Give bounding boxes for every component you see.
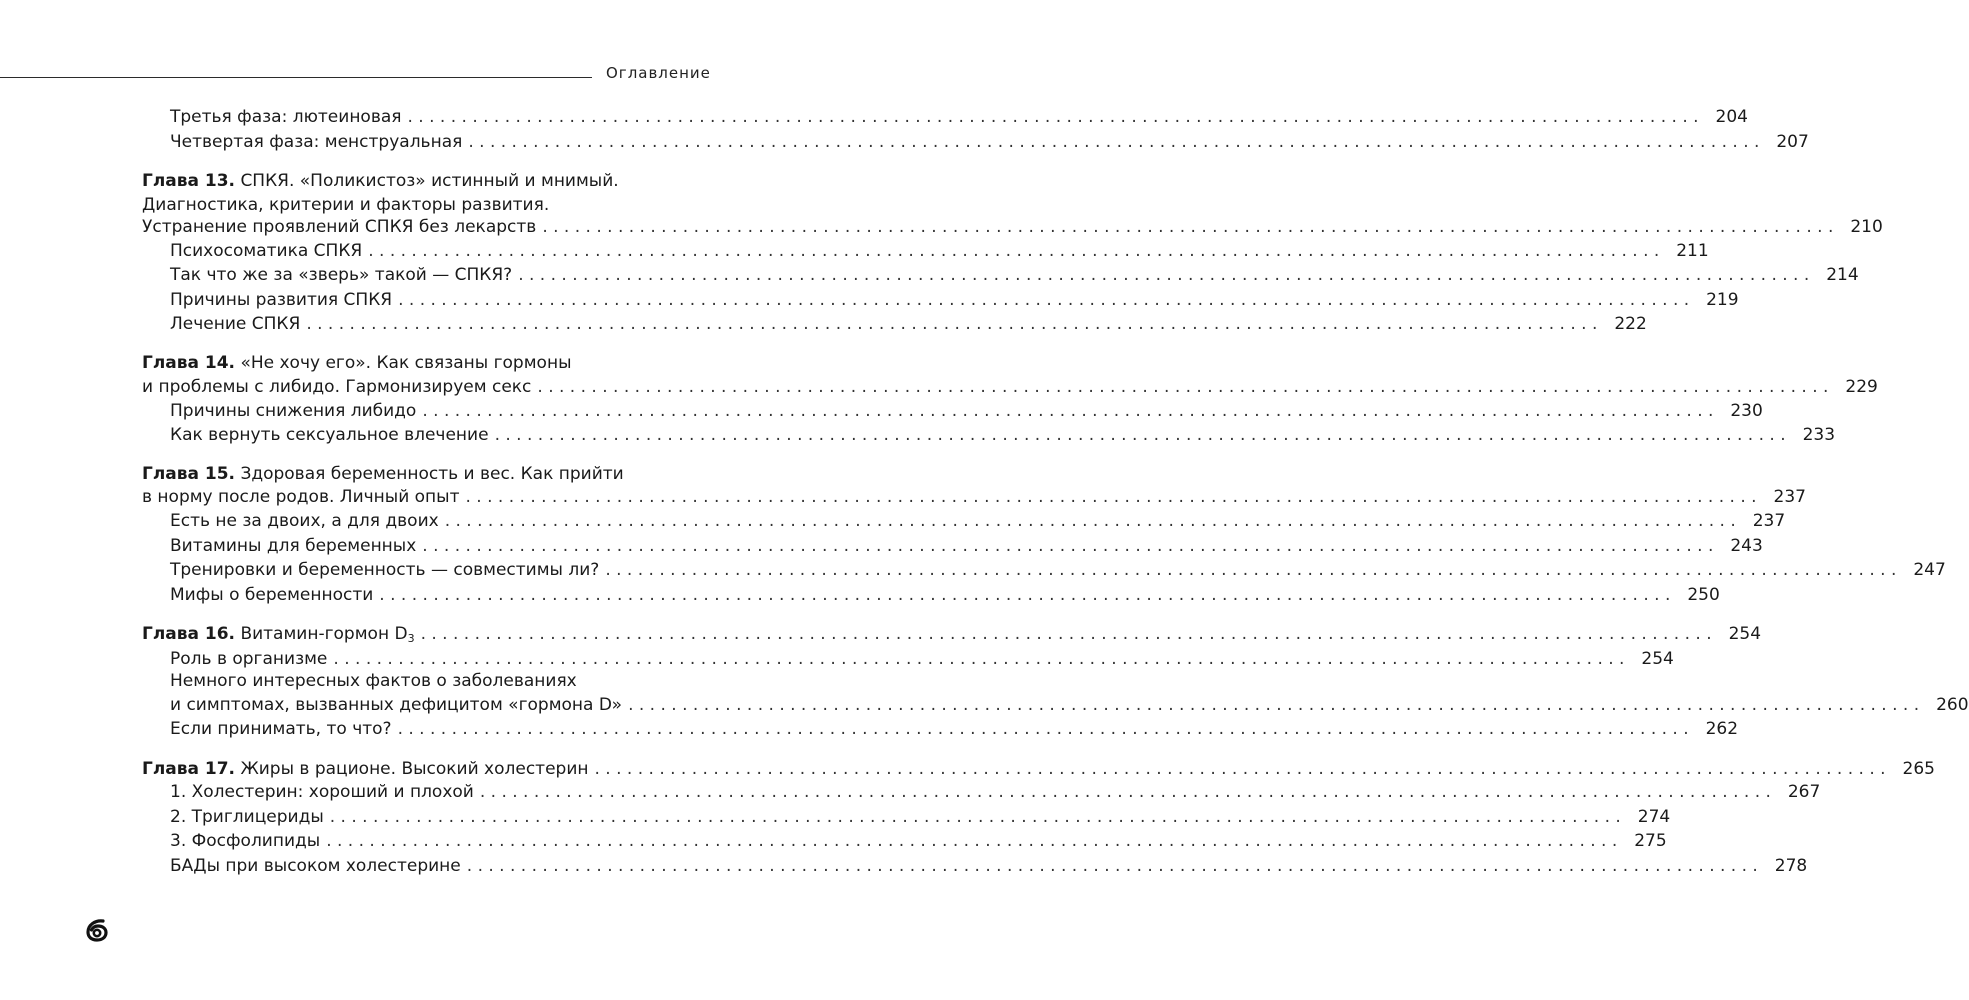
publisher-logo-icon (84, 918, 110, 942)
leader-dots: ........................................................................................................................ (422, 536, 1719, 556)
leader-dots: ........................................................................................................................ (407, 107, 1704, 127)
toc-entry[interactable] (170, 313, 1647, 335)
leader-dots: ........................................................................................................................ (466, 856, 1764, 876)
toc-entry[interactable] (170, 106, 1748, 128)
leader-dots: ........................................................................................................................ (628, 695, 1925, 715)
chapter-title-line: СПКЯ. «Поликистоз» истинный и мнимый. (240, 171, 619, 191)
toc-entry-title: Тренировки и беременность — совместимы ли? (170, 560, 600, 580)
toc-entry-title: БАДы при высоком холестерине (170, 856, 461, 876)
chapter-title-line: Устранение проявлений СПКЯ без лекарств (142, 217, 537, 237)
leader-dots: ........................................................................................................................ (422, 401, 1719, 421)
chapter-label: Глава 17. (142, 759, 236, 779)
leader-dots: ........................................................................................................................ (494, 425, 1792, 445)
leader-dots: ........................................................................................................................ (594, 759, 1891, 779)
toc-page-number: 247 (1913, 560, 1946, 580)
chapter-title-line: «Не хочу его». Как связаны гормоны (240, 353, 572, 373)
chapter-label: Глава 14. (142, 353, 236, 373)
chapter-13-heading[interactable] (142, 170, 720, 192)
toc-entry[interactable] (170, 264, 1859, 286)
toc-entry-title: Есть не за двоих, а для двоих (170, 511, 439, 531)
toc-page-number: 243 (1730, 536, 1763, 556)
page-header-title: Оглавление (606, 64, 711, 82)
chapter-17-heading[interactable] (142, 758, 1935, 780)
leader-dots: ........................................................................................................................ (306, 314, 1603, 334)
toc-page-number: 262 (1705, 719, 1739, 739)
toc-entry-title: Как вернуть сексуальное влечение (170, 425, 489, 445)
chapter-15-heading-end[interactable] (142, 486, 1806, 508)
leader-dots: ........................................................................................................................ (468, 132, 1765, 152)
leader-dots: ........................................................................................................................ (518, 265, 1815, 285)
toc-entry[interactable] (170, 781, 1821, 803)
toc-page-number: 233 (1802, 425, 1836, 445)
chapter-14-heading[interactable] (142, 352, 720, 374)
leader-dots: ........................................................................................................................ (397, 719, 1695, 739)
toc-page-number: 230 (1730, 401, 1763, 421)
toc-entry[interactable] (170, 400, 1763, 422)
toc-page-number: 267 (1787, 782, 1821, 802)
toc-entry[interactable] (170, 648, 1674, 670)
toc-page-number: 250 (1687, 585, 1720, 605)
toc-entry-title: Роль в организме (170, 649, 328, 669)
leader-dots: ........................................................................................................................ (420, 624, 1718, 644)
toc-page-number: 278 (1774, 856, 1808, 876)
leader-dots: ........................................................................................................................ (605, 560, 1902, 580)
chapter-title-line: Витамин-гормон D (240, 624, 408, 644)
toc-page-number: 254 (1728, 624, 1762, 644)
toc-entry-title: 3. Фосфолипиды (170, 831, 321, 851)
toc-page-number: 237 (1773, 487, 1806, 507)
toc-entry-title: Психосоматика СПКЯ (170, 241, 363, 261)
toc-page-number: 275 (1634, 831, 1667, 851)
chapter-title-line: Диагностика, критерии и факторы развития. (142, 195, 550, 215)
toc-page-number: 219 (1706, 290, 1739, 310)
chapter-title-line: и проблемы с либидо. Гармонизируем секс (142, 377, 532, 397)
toc-entry[interactable] (170, 510, 1786, 532)
toc-entry[interactable] (170, 584, 1720, 606)
chapter-label: Глава 13. (142, 171, 236, 191)
toc-entry-title: Немного интересных фактов о заболеваниях (170, 671, 577, 691)
toc-entry-title: и симптомах, вызванных дефицитом «гормона D» (170, 695, 623, 715)
toc-entry-title: Лечение СПКЯ (170, 314, 301, 334)
leader-dots: ........................................................................................................................ (379, 585, 1676, 605)
chapter-title-line: Здоровая беременность и вес. Как прийти (240, 464, 624, 484)
chapter-13-heading-cont (142, 194, 720, 216)
toc-page-number: 211 (1676, 241, 1709, 261)
toc-entry[interactable] (170, 424, 1836, 446)
toc-page-number: 204 (1715, 107, 1748, 127)
leader-dots: ........................................................................................................................ (333, 649, 1630, 669)
leader-dots: ........................................................................................................................ (465, 487, 1762, 507)
leader-dots: ........................................................................................................................ (542, 217, 1839, 237)
toc-entry-cont[interactable] (170, 694, 1969, 716)
toc-entry[interactable] (170, 670, 720, 692)
toc-page-number: 274 (1637, 807, 1671, 827)
leader-dots: ........................................................................................................................ (368, 241, 1665, 261)
toc-entry-title: 2. Триглицериды (170, 807, 324, 827)
toc-page-number: 207 (1776, 132, 1809, 152)
toc-entry-title: Так что же за «зверь» такой — СПКЯ? (170, 265, 513, 285)
toc-entry-title: Причины снижения либидо (170, 401, 417, 421)
chapter-15-heading[interactable] (142, 463, 720, 485)
toc-page-number: 260 (1936, 695, 1969, 715)
leader-dots: ........................................................................................................................ (329, 807, 1627, 827)
toc-entry-title: 1. Холестерин: хороший и плохой (170, 782, 474, 802)
toc-page-number: 214 (1826, 265, 1859, 285)
toc-entry[interactable] (170, 240, 1709, 262)
toc-page-number: 210 (1850, 217, 1883, 237)
toc-entry[interactable] (170, 289, 1739, 311)
toc-page-number: 265 (1902, 759, 1935, 779)
chapter-title-line: Жиры в рационе. Высокий холестерин (240, 759, 589, 779)
chapter-14-heading-end[interactable] (142, 376, 1878, 398)
toc-entry[interactable] (170, 830, 1667, 852)
chapter-16-heading[interactable] (142, 623, 1762, 645)
chapter-13-heading-end[interactable] (142, 216, 1883, 238)
toc-entry-title: Четвертая фаза: менструальная (170, 132, 463, 152)
subscript: 3 (407, 632, 415, 645)
leader-dots: ........................................................................................................................ (326, 831, 1623, 851)
leader-dots: ........................................................................................................................ (444, 511, 1742, 531)
toc-page-number: 254 (1641, 649, 1674, 669)
toc-entry-title: Мифы о беременности (170, 585, 374, 605)
leader-dots: ........................................................................................................................ (537, 377, 1834, 397)
toc-entry[interactable] (170, 855, 1808, 877)
toc-entry[interactable] (170, 718, 1739, 740)
toc-entry-title: Витамины для беременных (170, 536, 417, 556)
chapter-title-line: в норму после родов. Личный опыт (142, 487, 460, 507)
leader-dots: ........................................................................................................................ (398, 290, 1695, 310)
chapter-label: Глава 15. (142, 464, 236, 484)
toc-entry-title: Если принимать, то что? (170, 719, 392, 739)
toc-entry[interactable] (170, 806, 1671, 828)
toc-entry[interactable] (170, 535, 1763, 557)
toc-page-number: 237 (1752, 511, 1786, 531)
toc-entry-title: Третья фаза: лютеиновая (170, 107, 402, 127)
toc-entry[interactable] (170, 559, 1946, 581)
toc-page-number: 229 (1845, 377, 1878, 397)
header-rule (0, 77, 592, 78)
toc-entry-title: Причины развития СПКЯ (170, 290, 393, 310)
leader-dots: ........................................................................................................................ (479, 782, 1777, 802)
toc-page-number: 222 (1614, 314, 1647, 334)
chapter-label: Глава 16. (142, 624, 236, 644)
toc-entry[interactable] (170, 131, 1809, 153)
